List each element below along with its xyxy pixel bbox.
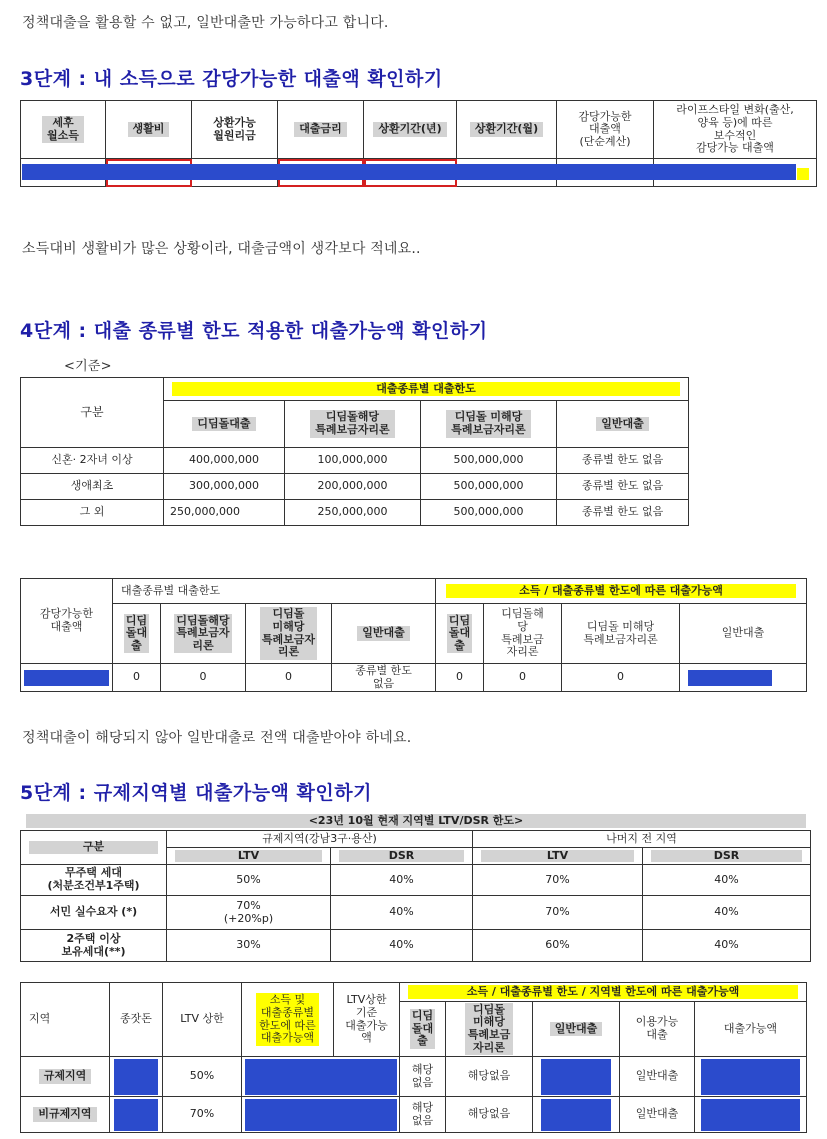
cell: 종류별 한도 없음 (332, 664, 436, 692)
comment-2: 정책대출이 해당되지 않아 일반대출로 전액 대출받아야 하네요. (22, 730, 412, 746)
cell: 해당 없음 (400, 1097, 446, 1133)
redacted-cell (110, 1057, 163, 1097)
comment-1: 소득대비 생활비가 많은 상황이라, 대출금액이 생각보다 적네요.. (22, 241, 421, 257)
row-label: 무주택 세대 (처분조건부1주택) (21, 865, 167, 896)
redacted-cell (680, 664, 807, 692)
cell: 종류별 한도 없음 (557, 448, 689, 474)
step5-t1-region1: 규제지역(강남3구·용산) (167, 831, 473, 848)
step5-t1-sub-dsr: DSR (331, 848, 473, 865)
step4-basis-label: <기준> (64, 359, 112, 374)
step3-header-years: 상환기간(년) (364, 101, 457, 159)
row-label: 비규제지역 (21, 1097, 110, 1133)
step3-redacted-bar (22, 164, 796, 180)
cell: 70% (163, 1097, 242, 1133)
intro-text: 정책대출을 활용할 수 없고, 일반대출만 가능하다고 합니다. (22, 15, 389, 31)
step3-header-living: 생활비 (106, 101, 192, 159)
step4-t2-col: 디딤돌해당 특례보금자 리론 (161, 604, 246, 664)
step4-t2-col: 일반대출 (680, 604, 807, 664)
step4-t2-col: 디딤 돌대 출 (113, 604, 161, 664)
step5-ltv-table (20, 830, 811, 962)
step4-t1-row-header: 구분 (21, 378, 164, 448)
redacted-cell (695, 1097, 807, 1133)
step3-header-affordable: 감당가능한 대출액 (단순계산) (557, 101, 654, 159)
cell: 200,000,000 (285, 474, 421, 500)
step5-t1-region2: 나머지 전 지역 (473, 831, 811, 848)
table-row (21, 1057, 807, 1097)
step5-t2-sub-col: 일반대출 (533, 1002, 620, 1057)
step5-title: 5단계 : 규제지역별 대출가능액 확인하기 (20, 782, 372, 804)
table-row (21, 664, 807, 692)
step4-t1-col-nondidim-special: 디딤돌 미해당 특례보금자리론 (421, 401, 557, 448)
step5-possible-table (20, 982, 807, 1133)
step5-t2-col-ltv: LTV 상한 (163, 983, 242, 1057)
row-label: 그 외 (21, 500, 164, 526)
table-row (21, 448, 689, 474)
table-row (21, 896, 811, 930)
step5-t1-sub-ltv: LTV (473, 848, 643, 865)
step5-t1-sub-dsr: DSR (643, 848, 811, 865)
cell: 해당 없음 (400, 1057, 446, 1097)
step4-t2-col: 디딤돌 미해당 특례보금자 리론 (246, 604, 332, 664)
step4-t2-group2: 소득 / 대출종류별 한도에 따른 대출가능액 (436, 579, 807, 604)
row-label: 서민 실수요자 (*) (21, 896, 167, 930)
row-label: 2주택 이상 보유세대(**) (21, 930, 167, 962)
cell: 40% (643, 930, 811, 962)
step3-header-income: 세후 월소득 (21, 101, 106, 159)
cell: 300,000,000 (164, 474, 285, 500)
step4-t2-row-header: 감당가능한 대출액 (21, 579, 113, 664)
step5-table-caption: <23년 10월 현재 지역별 LTV/DSR 한도> (26, 814, 806, 828)
table-row (21, 865, 811, 896)
cell: 40% (643, 865, 811, 896)
step4-t1-col-general: 일반대출 (557, 401, 689, 448)
cell: 250,000,000 (285, 500, 421, 526)
cell: 60% (473, 930, 643, 962)
cell: 일반대출 (620, 1057, 695, 1097)
cell: 40% (643, 896, 811, 930)
step5-t2-col-region: 지역 (21, 983, 110, 1057)
cell: 종류별 한도 없음 (557, 474, 689, 500)
step5-t2-sub-col: 디딤돌 미해당 특례보금 자리론 (446, 1002, 533, 1057)
table-row (21, 500, 689, 526)
cell: 일반대출 (620, 1097, 695, 1133)
step3-header-repay: 상환가능 월원리금 (192, 101, 278, 159)
cell: 40% (331, 930, 473, 962)
step4-t2-col: 디딤돌 미해당 특례보금자리론 (562, 604, 680, 664)
cell: 0 (562, 664, 680, 692)
step4-t2-group1: 대출종류별 대출한도 (113, 579, 436, 604)
cell: 70% (+20%p) (167, 896, 331, 930)
cell: 해당없음 (446, 1057, 533, 1097)
cell: 종류별 한도 없음 (557, 500, 689, 526)
redacted-cell (110, 1097, 163, 1133)
step3-header-conservative: 라이프스타일 변화(출산, 양육 등)에 따른 보수적인 감당가능 대출액 (654, 101, 817, 159)
table-row (21, 930, 811, 962)
row-label: 신혼· 2자녀 이상 (21, 448, 164, 474)
step4-t2-col: 디딤 돌대 출 (436, 604, 484, 664)
redacted-cell (533, 1097, 620, 1133)
cell: 0 (484, 664, 562, 692)
cell: 500,000,000 (421, 474, 557, 500)
table-row (21, 1097, 807, 1133)
step5-t2-col-possible: 소득 및 대출종류별 한도에 따른 대출가능액 (242, 983, 334, 1057)
step5-t1-row-header: 구분 (21, 831, 167, 865)
step3-title: 3단계 : 내 소득으로 감당가능한 대출액 확인하기 (20, 68, 443, 90)
cell: 70% (473, 865, 643, 896)
redacted-cell (695, 1057, 807, 1097)
cell: 400,000,000 (164, 448, 285, 474)
cell: 70% (473, 896, 643, 930)
step4-t2-col: 일반대출 (332, 604, 436, 664)
step4-t1-col-didim: 디딤돌대출 (164, 401, 285, 448)
cell: 30% (167, 930, 331, 962)
cell: 0 (436, 664, 484, 692)
cell: 50% (167, 865, 331, 896)
step3-highlight-mark (797, 168, 809, 180)
step5-t2-group: 소득 / 대출종류별 한도 / 지역별 한도에 따른 대출가능액 (400, 983, 807, 1002)
cell: 500,000,000 (421, 500, 557, 526)
step4-t2-col: 디딤돌해 당 특례보금 자리론 (484, 604, 562, 664)
step4-title: 4단계 : 대출 종류별 한도 적용한 대출가능액 확인하기 (20, 320, 488, 342)
step3-header-rate: 대출금리 (278, 101, 364, 159)
cell: 40% (331, 865, 473, 896)
redacted-cell (21, 664, 113, 692)
step4-limit-table (20, 377, 689, 526)
step5-t1-sub-ltv: LTV (167, 848, 331, 865)
cell: 250,000,000 (164, 500, 285, 526)
cell: 500,000,000 (421, 448, 557, 474)
row-label: 규제지역 (21, 1057, 110, 1097)
step3-header-months: 상환기간(월) (457, 101, 557, 159)
cell: 해당없음 (446, 1097, 533, 1133)
step5-t2-sub-col: 대출가능액 (695, 1002, 807, 1057)
cell: 0 (246, 664, 332, 692)
redacted-cell (533, 1057, 620, 1097)
step5-t2-sub-col: 디딤 돌대 출 (400, 1002, 446, 1057)
cell: 0 (113, 664, 161, 692)
step5-t2-col-seed: 종잣돈 (110, 983, 163, 1057)
redacted-cell (242, 1057, 400, 1097)
cell: 40% (331, 896, 473, 930)
cell: 0 (161, 664, 246, 692)
table-row (21, 474, 689, 500)
row-label: 생애최초 (21, 474, 164, 500)
step5-t2-sub-col: 이용가능 대출 (620, 1002, 695, 1057)
step4-t1-group-header: 대출종류별 대출한도 (164, 378, 689, 401)
cell: 50% (163, 1057, 242, 1097)
step5-t2-col-ltv-base: LTV상한 기준 대출가능 액 (334, 983, 400, 1057)
step4-t1-col-didim-special: 디딤돌해당 특례보금자리론 (285, 401, 421, 448)
step4-possible-table (20, 578, 807, 692)
redacted-cell (242, 1097, 400, 1133)
cell: 100,000,000 (285, 448, 421, 474)
